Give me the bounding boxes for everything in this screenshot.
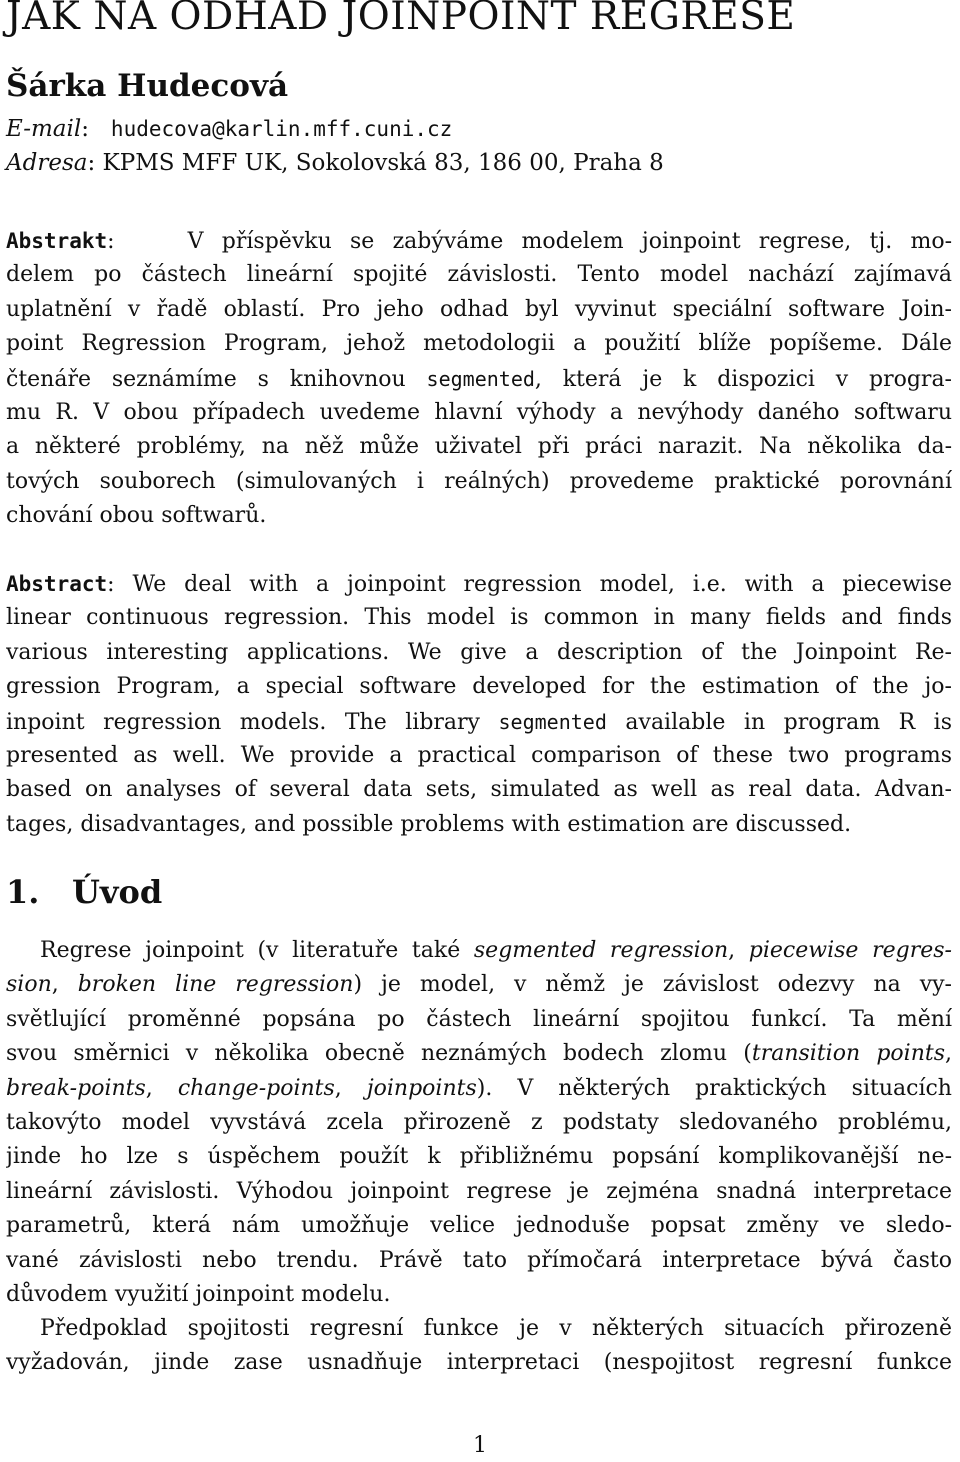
paragraph-line: parametrů, která nám umožňuje velice jednoduše popsat změny ve sledo- (6, 1213, 952, 1239)
paragraph-line: takovýto model vyvstává zcela přirozeně z podstaty sledovaného problému, (6, 1109, 952, 1135)
email-line: E-mail: hudecova@karlin.mff.cuni.cz (6, 116, 453, 142)
paper-title: JAK NA ODHAD JOINPOINT REGRESE (6, 0, 796, 39)
paragraph-line: jinde ho lze s úspěchem použít k přibližnému popsání komplikovanější ne- (6, 1144, 952, 1170)
abstrakt-line: uplatnění v řadě oblastí. Pro jeho odhad byl vyvinut speciální software Join- (6, 296, 952, 322)
code-segmented: segmented (426, 366, 535, 391)
abstract-line: inpoint regression models. The library segmented available in program R is (6, 709, 952, 735)
abstrakt-block (6, 224, 952, 534)
address-line: Adresa: KPMS MFF UK, Sokolovská 83, 186 00, Praha 8 (6, 150, 664, 176)
abstrakt-line: a některé problémy, na něž může uživatel při práci narazit. Na několika da- (6, 434, 952, 460)
page-number: 1 (473, 1433, 487, 1458)
abstract-block (6, 567, 952, 842)
abstrakt-line: chování obou softwarů. (6, 503, 267, 529)
paragraph-line: světlující proměnné popsána po částech lineární spojitou funkcí. Ta mění (6, 1006, 952, 1032)
paragraph-line: break-points, change-points, joinpoints). V některých praktických situacích (6, 1075, 952, 1101)
section-heading (6, 873, 162, 911)
paragraph-line: sion, broken line regression) je model, v němž je závislost odezvy na vy- (6, 972, 952, 998)
author-name: Šárka Hudecová (6, 68, 289, 104)
paragraph-line: vané závislosti nebo trendu. Právě tato přímočará interpretace bývá často (6, 1247, 952, 1273)
email-address[interactable]: hudecova@karlin.mff.cuni.cz (110, 117, 453, 141)
abstrakt-line: point Regression Program, jehož metodologii a použití blíže popíšeme. Dále (6, 331, 952, 357)
abstrakt-line: čtenáře seznámíme s knihovnou segmented, která je k dispozici v progra- (6, 366, 952, 392)
section-number: 1. (6, 873, 40, 911)
abstrakt-line: delem po částech lineární spojité závislosti. Tento model nachází zajímavá (6, 262, 952, 288)
intro-paragraph-1 (6, 934, 952, 1312)
abstract-line: Abstract: We deal with a joinpoint regression model, i.e. with a piecewise (6, 572, 952, 597)
abstract-line: tages, disadvantages, and possible problems with estimation are discussed. (6, 811, 852, 837)
paragraph-line: vyžadován, jinde zase usnadňuje interpretaci (nespojitost regresní funkce (6, 1350, 952, 1376)
abstrakt-line: mu R. V obou případech uvedeme hlavní výhody a nevýhody daného softwaru (6, 399, 952, 425)
paragraph-line: Regrese joinpoint (v literatuře také segmented regression, piecewise regres- (40, 938, 952, 963)
paragraph-line: svou směrnici v několika obecně neznámých bodech zlomu (transition points, (6, 1041, 952, 1067)
abstract-line: based on analyses of several data sets, simulated as well as real data. Advan- (6, 777, 952, 803)
paragraph-line: lineární závislosti. Výhodou joinpoint regrese je zejména snadná interpretace (6, 1178, 952, 1204)
address-label: Adresa (6, 150, 88, 176)
section-title: Úvod (72, 873, 163, 911)
abstract-line: gression Program, a special software developed for the estimation of the jo- (6, 674, 952, 700)
email-label: E-mail (6, 116, 82, 142)
intro-paragraph-2 (6, 1312, 952, 1381)
paragraph-line: Předpoklad spojitosti regresní funkce je v některých situacích přirozeně (40, 1316, 952, 1341)
paragraph-line: důvodem využití joinpoint modelu. (6, 1281, 391, 1307)
address-value: KPMS MFF UK, Sokolovská 83, 186 00, Praha 8 (102, 150, 664, 176)
abstrakt-line: tových souborech (simulovaných i reálných) provedeme praktické porovnání (6, 468, 952, 494)
abstract-label: Abstract (6, 572, 108, 596)
abstract-line: presented as well. We provide a practical comparison of these two programs (6, 742, 952, 768)
abstrakt-label: Abstrakt (6, 229, 108, 253)
abstract-line: various interesting applications. We give a description of the Joinpoint Re- (6, 639, 952, 665)
abstract-line: linear continuous regression. This model is common in many fields and finds (6, 605, 952, 631)
abstrakt-line: Abstrakt: V příspěvku se zabýváme modelem joinpoint regrese, tj. mo- (6, 229, 952, 254)
code-segmented: segmented (498, 709, 607, 734)
